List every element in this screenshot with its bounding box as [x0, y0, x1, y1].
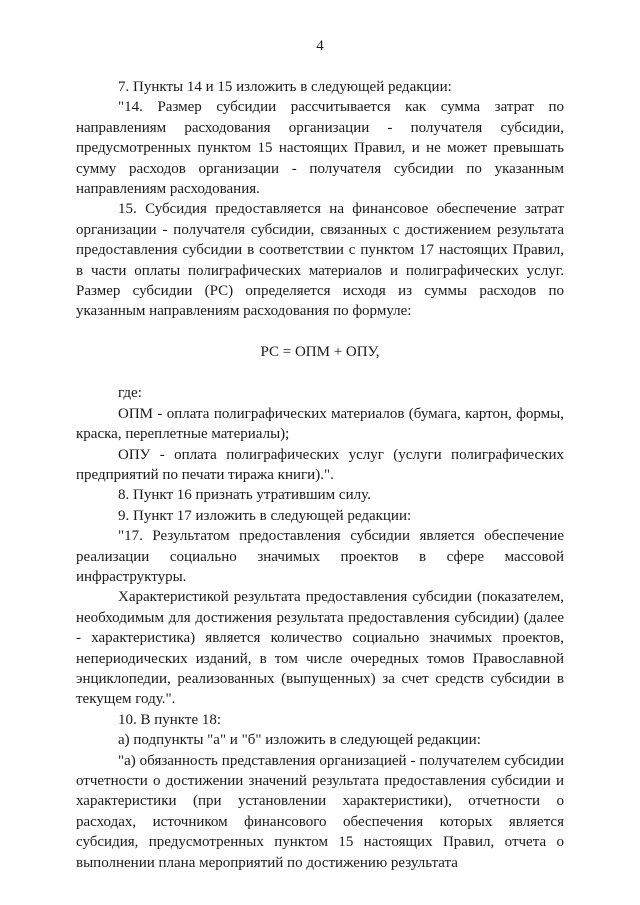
- document-body: [76, 77, 564, 873]
- paragraph-characteristic: Характеристикой результата предоставления субсидии (показателем, необходимым для достижения результата предоставления субсидии) (далее - характеристика) является количество социально значимых проектов, непериодических изданий, в том числе очередных томов Православной энциклопедии, реализованных (выпущенных) за счет средств субсидии в текущем году.".: [76, 589, 564, 708]
- paragraph-opm-definition: ОПМ - оплата полиграфических материалов (бумага, картон, формы, краска, переплетные материалы);: [76, 405, 564, 443]
- paragraph-subitem-a: а) подпункты "а" и "б" изложить в следующей редакции:: [118, 732, 481, 749]
- paragraph-item-9: 9. Пункт 17 изложить в следующей редакции:: [118, 507, 412, 524]
- paragraph-item-7: 7. Пункты 14 и 15 изложить в следующей редакции:: [118, 79, 452, 95]
- paragraph-point-17: "17. Результатом предоставления субсидии является обеспечение реализации социально значимых проектов в сфере массовой инфраструктуры.: [76, 528, 564, 585]
- paragraph-point-15: 15. Субсидия предоставляется на финансовое обеспечение затрат организации - получателя субсидии, связанных с достижением результата предоставления субсидии в соответствии с пунктом 17 настоящих Правил, в части оплаты полиграфических материалов и полиграфических услуг. Размер субсидии (РС) определяется исходя из суммы расходов по указанным направлениям расходования по формуле:: [76, 201, 564, 320]
- paragraph-opu-definition: ОПУ - оплата полиграфических услуг (услуги полиграфических предприятий по печати тиража книги).".: [76, 446, 564, 483]
- paragraph-point-14: "14. Размер субсидии рассчитывается как сумма затрат по направлениям расходования организации - получателя субсидии, предусмотренных пунктом 15 настоящих Правил, и не может превышать сумму расходов организации - получателя субсидии по указанным направлениям расходования.: [76, 99, 564, 198]
- page-number: 4: [316, 38, 324, 54]
- paragraph-item-8: 8. Пункт 16 признать утратившим силу.: [118, 487, 371, 504]
- paragraph-item-10: 10. В пункте 18:: [118, 711, 222, 728]
- paragraph-subitem-a-text: "а) обязанность представления организацией - получателем субсидии отчетности о достижении значений результата предоставления субсидии и характеристики (при установлении характеристики), отчетности о расходах, источником финансового обеспечения которых является субсидия, предусмотренных пунктом 15 настоящих Правил, отчета о выполнении плана мероприятий по достижению результата: [76, 752, 564, 871]
- subsidy-formula: РС = ОПМ + ОПУ,: [260, 343, 380, 360]
- paragraph-where: где:: [118, 385, 142, 402]
